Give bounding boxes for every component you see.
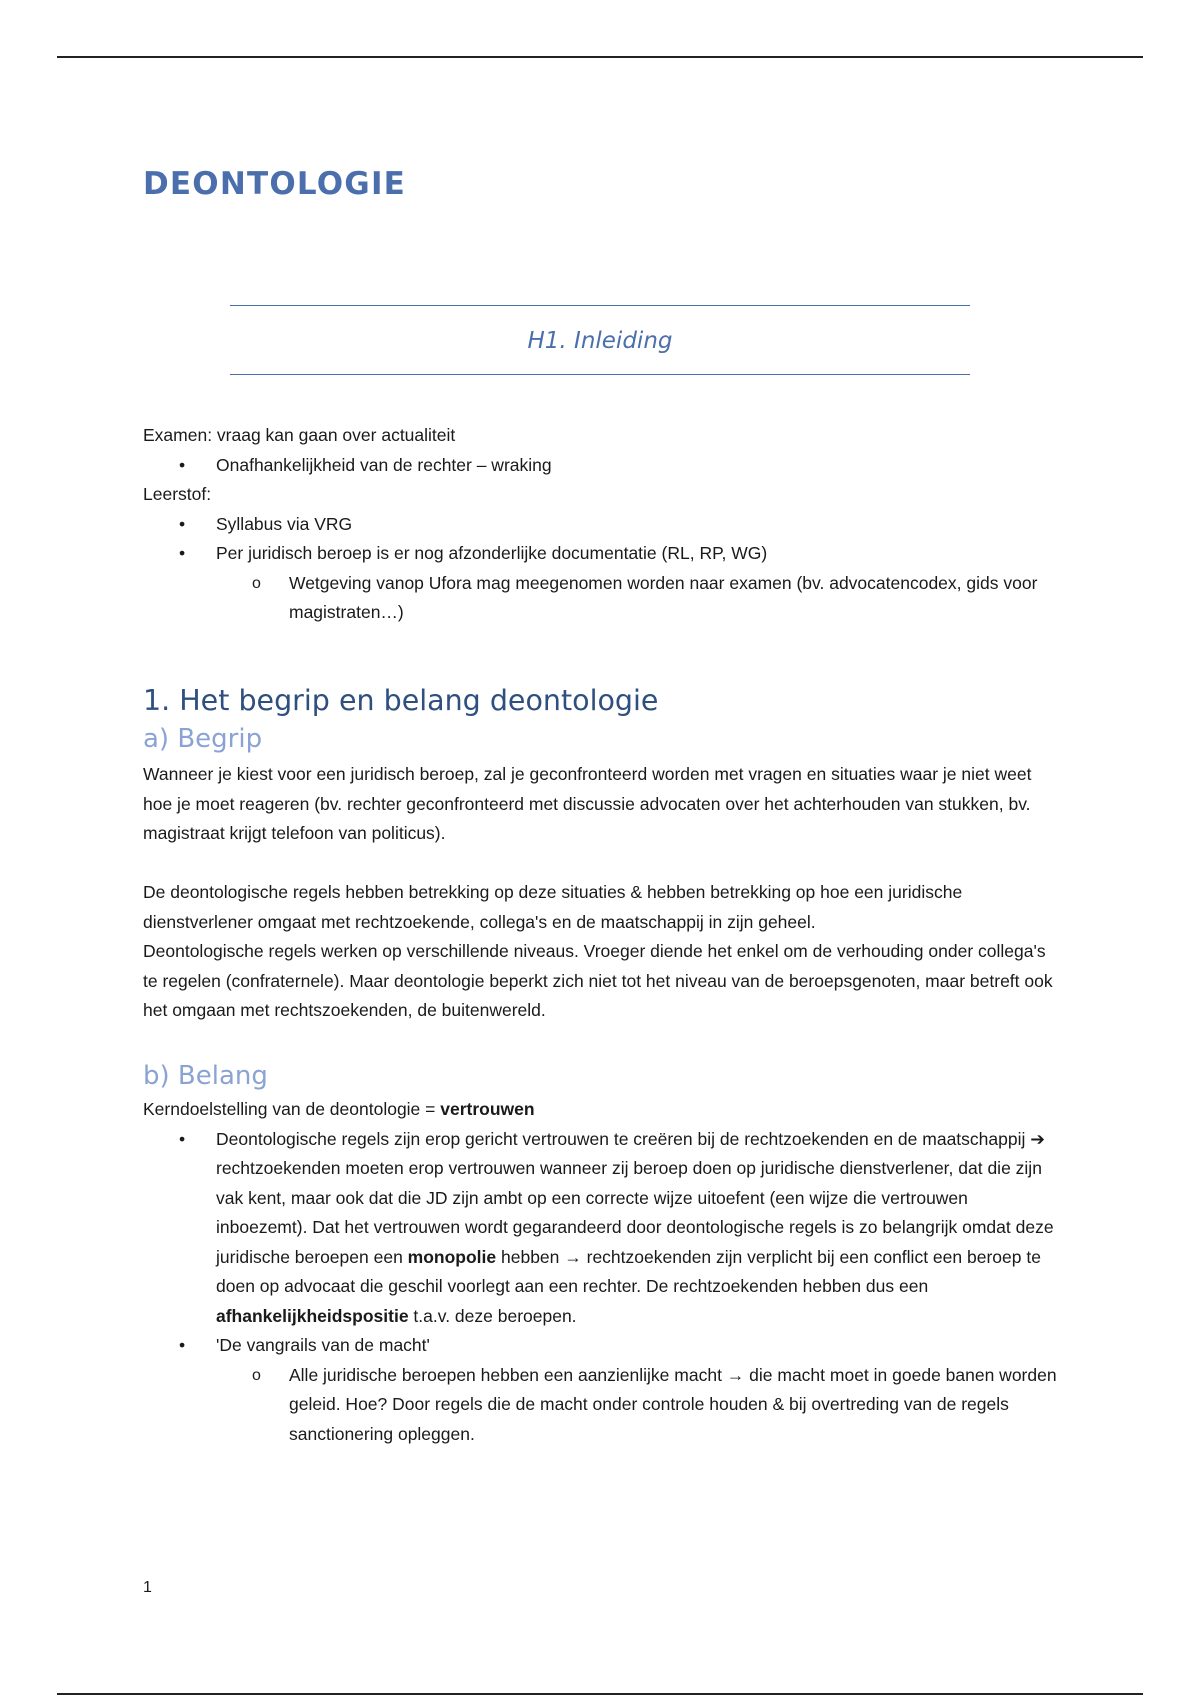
- begrip-paragraph-3: Deontologische regels werken op verschillende niveaus. Vroeger diende het enkel om de verhouding onder collega's te regelen (confraternele). Maar deontologie beperkt zich niet tot het niveau van de beroepsgenoten, maar betreft ook het omgaan met rechtszoekenden, de buitenwereld.: [143, 941, 1053, 1020]
- bold-monopolie: monopolie: [407, 1246, 497, 1267]
- document-title: DEONTOLOGIE: [143, 166, 407, 202]
- page-number: 1: [143, 1579, 152, 1596]
- list-item: [143, 1331, 1063, 1449]
- begrip-paragraph-1: Wanneer je kiest voor een juridisch beroep, zal je geconfronteerd worden met vragen en situaties waar je niet weet hoe je moet reageren (bv. rechter geconfronteerd met discussie advocaten over het achterhouden van stukken, bv. magistraat krijgt telefoon van politicus).: [143, 764, 1032, 843]
- list-item: [143, 1125, 1063, 1332]
- leerstof-label: Leerstof:: [143, 484, 212, 504]
- sub-bullet-icon: o: [252, 1366, 261, 1384]
- intro-block: [143, 421, 1063, 628]
- leerstof-subitem-text: Wetgeving vanop Ufora mag meegenomen worden naar examen (bv. advocatencodex, gids voor magistraten…): [289, 572, 1038, 622]
- bullet-icon: •: [179, 543, 186, 563]
- leerstof-item-text: Syllabus via VRG: [216, 513, 353, 534]
- chapter-heading-box: [230, 305, 970, 375]
- text-run: rechtzoekenden moeten erop vertrouwen wanneer zij beroep doen op juridische dienstverlener, dat die zijn vak kent, maar ook dat die JD zijn ambt op een correcte wijze uitoefent (een wijze die vertrouwen inboezemt). Dat het vertrouwen wordt gegarandeerd door deontologische regels is zo belangrijk omdat deze juridische beroepen een: [216, 1158, 1054, 1267]
- kern-bold: vertrouwen: [440, 1099, 535, 1119]
- sub-bullet-icon: o: [252, 574, 261, 592]
- header-rule: [57, 56, 1143, 58]
- leerstof-list: [143, 510, 1063, 628]
- arrow-right-icon: ➔: [1030, 1128, 1045, 1149]
- bullet-icon: •: [179, 454, 186, 475]
- belang-subitem-text: Alle juridische beroepen hebben een aanzienlijke macht → die macht moet in goede banen worden geleid. Hoe? Door regels die de macht onder controle houden & bij overtreding van de regels sanctionering opleggen.: [289, 1364, 1057, 1444]
- leerstof-item-text: Per juridisch beroep is er nog afzonderlijke documentatie (RL, RP, WG): [216, 543, 768, 563]
- footer-rule: [57, 1693, 1143, 1695]
- leerstof-sublist: [216, 569, 1063, 628]
- list-item: [216, 1361, 1063, 1450]
- belang-list: [143, 1125, 1063, 1450]
- list-item: [216, 569, 1063, 628]
- chapter-title: H1. Inleiding: [527, 328, 673, 354]
- begrip-paragraph-2: De deontologische regels hebben betrekking op deze situaties & hebben betrekking op hoe een juridische dienstverlener omgaat met rechtzoekende, collega's en de maatschappij in zijn geheel.: [143, 882, 963, 932]
- chapter-rule-bottom: [230, 374, 970, 375]
- belang-block: [143, 1095, 1063, 1449]
- bullet-icon: •: [179, 1335, 186, 1355]
- exam-line: Examen: vraag kan gaan over actualiteit: [143, 425, 456, 445]
- text-run: t.a.v. deze beroepen.: [408, 1305, 577, 1326]
- bullet-icon: •: [179, 513, 186, 534]
- subsection-heading-belang: b) Belang: [143, 1061, 268, 1091]
- list-item: [143, 510, 1063, 540]
- subsection-heading-begrip: a) Begrip: [143, 724, 263, 754]
- list-item: [143, 539, 1063, 628]
- text-run: Deontologische regels zijn erop gericht vertrouwen te creëren bij de rechtzoekenden en de maatschappij: [216, 1128, 1031, 1149]
- begrip-block: [143, 760, 1063, 1026]
- kern-prefix: Kerndoelstelling van de deontologie =: [143, 1099, 441, 1119]
- text-run: hebben → rechtzoekenden zijn verplicht bij een conflict een beroep te doen op advocaat die geschil voorlegt aan een rechter. De rechtzoekenden hebben dus een: [216, 1246, 1041, 1296]
- exam-list: [143, 451, 1063, 481]
- list-item: [143, 451, 1063, 481]
- belang-bullet-1: [216, 1129, 1054, 1326]
- bullet-icon: •: [179, 1128, 186, 1149]
- belang-bullet-2: 'De vangrails van de macht': [216, 1335, 430, 1355]
- belang-sublist: [216, 1361, 1063, 1450]
- kerndoelstelling-line: [143, 1095, 1063, 1125]
- bold-afhankelijkheidspositie: afhankelijkheidspositie: [216, 1305, 409, 1326]
- exam-bullet-text: Onafhankelijkheid van de rechter – wraking: [216, 454, 552, 475]
- section-heading: 1. Het begrip en belang deontologie: [143, 684, 659, 717]
